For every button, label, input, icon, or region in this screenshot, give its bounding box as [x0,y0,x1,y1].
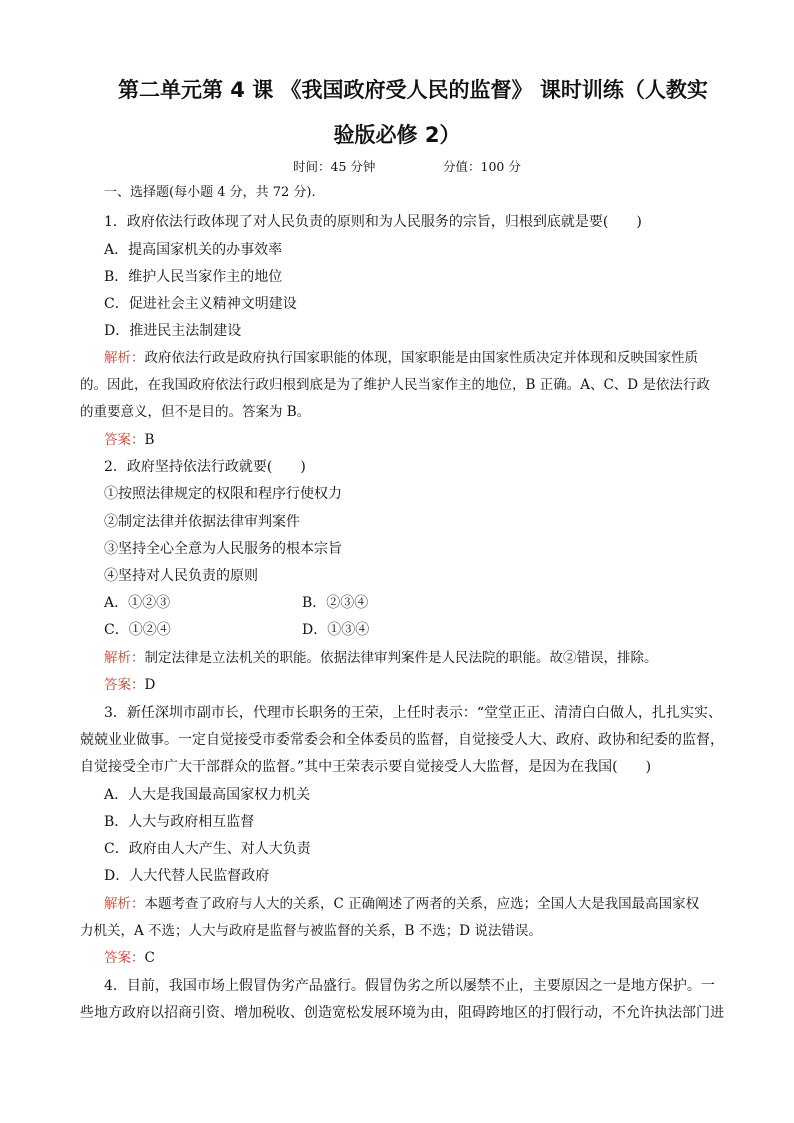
q1-analysis-text: 政府依法行政是政府执行国家职能的体现，国家职能是由国家性质决定并体现和反映国家性质 [144,350,698,366]
q3-option-d: D．人大代替人民监督政府 [104,868,270,884]
q1-analysis-line3: 的重要意义，但不是目的。答案为 B。 [80,404,311,420]
q1-analysis-line1 [104,348,720,368]
q3-option-b: B．人大与政府相互监督 [104,814,255,830]
q3-analysis-line1 [104,894,720,914]
q1-option-a: A．提高国家机关的办事效率 [104,242,283,258]
q1-answer-label: 答案： [104,432,145,448]
q2-option-b: B．②③④ [302,595,369,611]
time-limit: 时间：45 分钟 [293,159,376,174]
q1-analysis-line2: 的。因此，在我国政府依法行政归根到底是为了维护人民当家作主的地位，B 正确。A、C、D 是依法行政 [80,377,710,393]
q2-answer [104,675,720,695]
q2-analysis-text: 制定法律是立法机关的职能。依据法律审判案件是人民法院的职能。故②错误，排除。 [144,650,658,666]
q3-answer [104,948,720,968]
q2-analysis-label: 解析： [104,650,145,666]
q2-option-a: A．①②③ [104,595,171,611]
q2-stem: 2．政府坚持依法行政就要( ) [104,459,306,475]
q3-analysis-line2: 力机关，A 不选；人大与政府是监督与被监督的关系，B 不选；D 说法错误。 [80,923,542,939]
q1-answer-value: B [144,432,155,448]
q3-analysis-label: 解析： [104,896,145,912]
q2-item-4: ④坚持对人民负责的原则 [104,568,258,584]
q3-stem-line3: 自觉接受全市广大干部群众的监督。”其中王荣表示要自觉接受人大监督，是因为在我国( ) [80,759,652,775]
q3-stem-line2: 兢兢业业做事。一定自觉接受市委常委会和全体委员的监督，自觉接受人大、政府、政协和纪委的监督， [80,732,724,748]
document-title-line2: 验版必修 2） [333,123,461,147]
q1-option-d: D．推进民主法制建设 [104,323,242,339]
q3-answer-value: C [144,950,155,966]
q2-item-3: ③坚持全心全意为人民服务的根本宗旨 [104,541,342,557]
q2-option-d: D．①③④ [302,622,370,638]
total-score: 分值：100 分 [443,159,521,174]
q3-stem-line1: 3．新任深圳市副市长，代理市长职务的王荣，上任时表示：“堂堂正正、清清白白做人，扎扎实实、 [104,705,723,721]
q1-option-c: C．促进社会主义精神文明建设 [104,296,297,312]
q4-stem-line1: 4．目前，我国市场上假冒伪劣产品盛行。假冒伪劣之所以屡禁不止，主要原因之一是地方保护。一 [104,978,715,994]
document-title-line1: 第二单元第 4 课 《我国政府受人民的监督》 课时训练（人教实 [118,78,708,102]
q2-answer-label: 答案： [104,677,145,693]
q2-analysis-line1 [104,648,720,668]
q4-stem-line2: 些地方政府以招商引资、增加税收、创造宽松发展环境为由，阻碍跨地区的打假行动，不允许执法部门进 [80,1005,724,1021]
q3-analysis-text: 本题考查了政府与人大的关系，C 正确阐述了两者的关系，应选；全国人大是我国最高国家权 [144,896,700,912]
q1-option-b: B．维护人民当家作主的地位 [104,269,283,285]
q2-item-2: ②制定法律并依据法律审判案件 [104,514,300,530]
q2-option-c: C．①②④ [104,622,171,638]
section-heading: 一、选择题(每小题 4 分，共 72 分). [104,185,316,200]
q1-analysis-label: 解析： [104,350,145,366]
q3-answer-label: 答案： [104,950,145,966]
q2-answer-value: D [144,677,156,693]
q1-answer [104,430,720,450]
q2-item-1: ①按照法律规定的权限和程序行使权力 [104,486,342,502]
q1-stem: 1．政府依法行政体现了对人民负责的原则和为人民服务的宗旨，归根到底就是要( ) [104,214,642,230]
q3-option-a: A．人大是我国最高国家权力机关 [104,787,311,803]
q3-option-c: C．政府由人大产生、对人大负责 [104,841,311,857]
